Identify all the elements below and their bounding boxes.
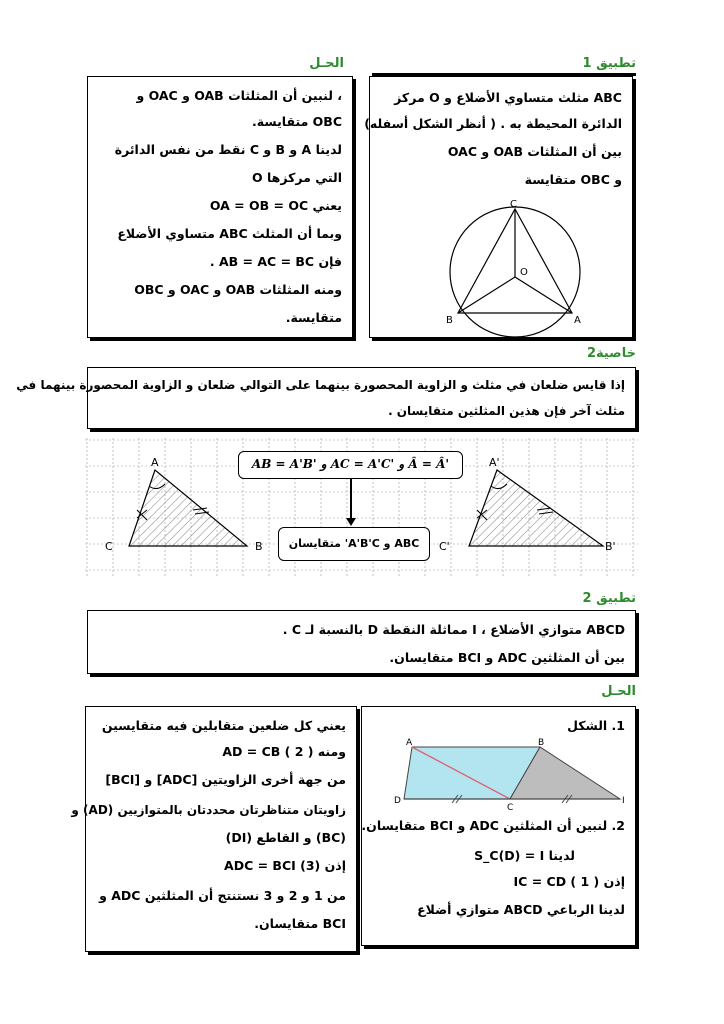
sol2-left-line-8: BCI متقايسان. (254, 916, 346, 931)
label-b-left: B (255, 540, 263, 553)
sol2-left-line-6: إذن ADC = BCI (3) (224, 858, 346, 873)
application-2-heading: تطبيق 2 (582, 591, 636, 606)
sol1-line-9: متقايسة. (285, 310, 342, 325)
solution-2-right-box (361, 706, 636, 946)
prop2-line-2: مثلث آخر فإن هذين المثلثين متقايسان . (388, 404, 625, 418)
sol2-left-line-2: ومنه AD = CB ( 2 ) (222, 744, 346, 759)
sol1-line-2: OBC متقايسة. (252, 114, 342, 129)
label-c-prime: C' (439, 540, 450, 553)
sol2-left-line-4: زاويتان متناظرتان محددتان بالمتوازيين (AD) و (71, 803, 346, 817)
sol1-line-8: ومنه المثلثات OAB و OAC و OBC (134, 282, 342, 297)
sol1-line-6: وبما أن المثلث ABC متساوي الأضلاع (117, 226, 342, 241)
sol1-line-1: ، لنبين أن المثلثات OAB و OAC و (136, 88, 342, 103)
hypothesis-box: AB = A'B' و AC = A'C' و Â = Â' (238, 451, 463, 479)
label-b: B (538, 738, 545, 748)
sol2-right-line-5: لدينا الرباعي ABCD متوازي أضلاع (417, 902, 625, 917)
sol1-line-7: فإن AB = AC = BC . (209, 254, 342, 269)
app1-line-3: بين أن المثلثات OAB و OAC (447, 144, 622, 159)
conclusion-box: ABC و A'B'C' متقايسان (278, 527, 430, 561)
label-a: A (406, 738, 413, 748)
app1-line-1: ABC مثلث متساوي الأضلاع و O مركز (394, 90, 622, 105)
sol2-figure-title: 1. الشكل (567, 718, 625, 733)
property-2-box (16, 367, 636, 429)
label-b: B (446, 315, 453, 326)
label-a-left: A (151, 456, 159, 469)
label-a-prime: A' (489, 456, 500, 469)
sol2-right-line-3: لدينا S_C(D) = I (474, 848, 575, 863)
application-2-box (87, 610, 636, 674)
label-b-prime: B' (605, 540, 616, 553)
sol1-line-3: لدينا A و B و C نقط من نفس الدائرة (114, 142, 342, 157)
sol1-line-4: التي مركزها O (252, 170, 342, 185)
circle-triangle-figure (440, 197, 580, 337)
sol2-right-line-4: إذن IC = CD ( 1 ) (513, 874, 625, 889)
label-i: I (622, 796, 625, 806)
application-1-box (364, 76, 633, 338)
label-a: A (574, 315, 581, 326)
label-c: C (507, 803, 514, 813)
label-o: O (520, 267, 528, 278)
solution-2-left-box (71, 706, 357, 952)
segment-oa (515, 277, 572, 313)
arrow-head (346, 518, 356, 526)
label-c-left: C (105, 540, 113, 553)
sol2-left-line-3: من جهة أخرى الزاويتين [ADC] و [BCI] (105, 772, 346, 787)
segment-ob (458, 277, 515, 313)
app1-line-4: و OBC متقايسة (524, 172, 622, 187)
label-c: C (510, 199, 517, 210)
triangle-abc-right (469, 470, 603, 546)
sol2-left-line-1: يعني كل ضلعين متقابلين فيه متقايسين (101, 718, 346, 733)
prop2-line-1: إذا قايس ضلعان في مثلث و الزاوية المحصورة بينهما على التوالي ضلعان و الزاوية المحصورة بينهما في (16, 378, 625, 392)
sol2-left-line-5: (BC) و القاطع (DI) (225, 830, 346, 845)
property-2-heading: خاصية2 (586, 346, 636, 361)
sol2-right-line-2: 2. لنبين أن المثلثين ADC و BCI متقايسان. (361, 818, 625, 833)
solution-1-box (87, 76, 353, 338)
sol2-left-line-7: من 1 و 2 و 3 نستنتج أن المثلثين ADC و (99, 888, 346, 903)
solution-2-heading: الحـل (601, 684, 636, 699)
label-d: D (394, 796, 401, 806)
sol1-line-5: يعني OA = OB = OC (209, 198, 342, 213)
app1-line-2: الدائرة المحيطة به . ( أنظر الشكل أسفله) (364, 116, 622, 131)
application-1-heading: تطبيق 1 (582, 56, 636, 71)
app2-line-1: ABCD متوازي الأضلاع ، I مماثلة النقطة D بالنسبة لـ C . (282, 622, 625, 637)
triangle-abc-left (129, 470, 247, 546)
solution-1-heading: الحـل (309, 56, 344, 71)
parallelogram-figure (392, 737, 632, 811)
app2-line-2: بين أن المثلثين ADC و BCI متقايسان. (389, 650, 625, 665)
